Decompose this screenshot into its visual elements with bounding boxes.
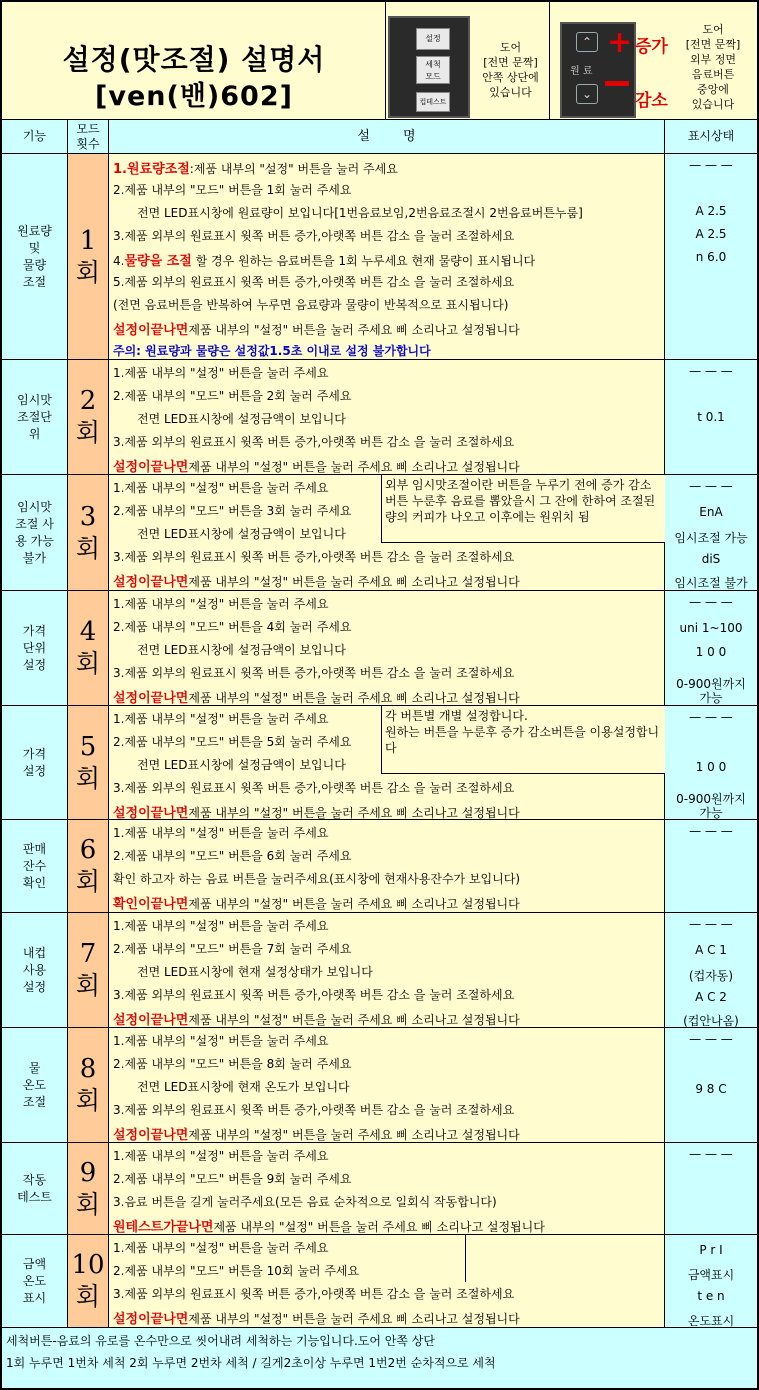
section-mode-4 (2, 591, 757, 706)
status-value: A 2.5 (695, 204, 727, 218)
column-header-mode-count (68, 120, 109, 153)
step-text: 제품 내부의 "설정" 버튼을 눌러 주세요 삐 소리나고 설정됩니다 (188, 575, 520, 589)
status-value: — — — (689, 479, 733, 493)
step-text: 제품 내부의 "설정" 버튼을 눌러 주세요 삐 소리나고 설정됩니다 (188, 897, 520, 911)
function-name: 가격 설정 (2, 706, 68, 819)
function-name: 내컵 사용 설정 (2, 913, 68, 1027)
mode-number: 2 (79, 386, 97, 416)
status-value: t e n (697, 1289, 725, 1303)
highlight-text: 설정이끝나면 (113, 1128, 189, 1143)
mode-number: 9 (79, 1157, 97, 1188)
step-line: 2.제품 내부의 "모드" 버튼을 1회 눌러 주세요 (113, 183, 352, 197)
display-status (665, 1028, 757, 1142)
mode-count (68, 706, 109, 819)
caption-line: 있습니다 (489, 86, 532, 99)
display-status (665, 154, 757, 359)
step-line: (전면 음료버튼을 반복하여 누루면 음료량과 물량이 반복적으로 표시됩니다) (113, 298, 509, 312)
caption-line: 외부 정면 (689, 53, 736, 66)
description (109, 1143, 665, 1234)
table-header (2, 120, 757, 154)
panel-ingredient-label: 원 료 (570, 66, 593, 77)
step-line (113, 456, 520, 475)
step-line (113, 250, 535, 269)
caption-line: 안쪽 상단에 (482, 71, 539, 84)
function-name: 원료량 및 물량 조절 (2, 154, 68, 359)
mode-count (68, 591, 109, 705)
step-line: 전면 LED표시창에 현재 설정상태가 보입니다 (137, 965, 373, 979)
section-mode-5 (2, 706, 757, 820)
column-header-description: 설 명 (109, 120, 665, 153)
mode-number: 5 (79, 731, 97, 762)
mode-unit: 회 (75, 1086, 101, 1115)
step-line: 3.제품 외부의 원료표시 윗쪽 버튼 증가,아랫쪽 버튼 감소 을 눌러 조절하세요 (113, 781, 515, 795)
mode-unit: 회 (75, 649, 101, 678)
display-status (665, 1143, 757, 1234)
function-name: 임시맛 조절 사 용 가능 불가 (2, 475, 68, 590)
highlight-text: 물량을 조절 (124, 254, 192, 269)
step-line: 3.제품 외부의 원료표시 윗쪽 버튼 증가,아랫쪽 버튼 감소 을 눌러 조절하세요 (113, 550, 515, 564)
step-line: 1.제품 내부의 "설정" 버튼을 눌러 주세요 (113, 1149, 329, 1163)
header (2, 2, 757, 120)
step-text: 할 경우 원하는 음료버튼을 1회 누루세요 현재 물량이 표시됩니다 (191, 254, 536, 268)
function-name: 가격 단위 설정 (2, 591, 68, 705)
note-box: 외부 임시맛조절이란 버튼을 누루기 전에 증가 감소 버튼 누룬후 음료를 뽑았을시 그 잔에 한하여 조절된 량의 커피가 나오고 이후에는 원위치 됨 (381, 475, 665, 543)
function-name: 작동 테스트 (2, 1143, 68, 1234)
mode-number: 6 (79, 835, 97, 865)
step-line: 2.제품 내부의 "모드" 버튼을 2회 눌러 주세요 (113, 389, 352, 403)
step-line: 전면 LED표시창에 설정금액이 보입니다 (137, 643, 346, 657)
highlight-text: 설정이끝나면 (113, 1013, 189, 1028)
status-value: 9 8 C (695, 1082, 727, 1096)
status-value: 금액표시 (687, 1268, 735, 1282)
step-line: 3.제품 외부의 원료표시 윗쪽 버튼 증가,아랫쪽 버튼 감소 을 눌러 조절하세요 (113, 229, 515, 243)
step-line (113, 1308, 520, 1327)
chevron-up-icon: ⌃ (576, 32, 598, 52)
status-value: A 2.5 (695, 227, 727, 241)
status-value: — — — (689, 824, 733, 838)
status-value: — — — (689, 1147, 733, 1161)
mode-unit: 회 (75, 1189, 101, 1219)
status-value: A C 1 (695, 943, 727, 957)
step-line: 2.제품 내부의 "모드" 버튼을 9회 눌러 주세요 (113, 1172, 352, 1186)
step-line: 3.제품 외부의 원료표시 윗쪽 버튼 증가,아랫쪽 버튼 감소 을 눌러 조절하세요 (113, 666, 515, 680)
step-line (113, 893, 520, 912)
step-line: 3.제품 외부의 원료표시 윗쪽 버튼 증가,아랫쪽 버튼 감소 을 눌러 조절하세요 (113, 1103, 515, 1117)
status-value: EnA (699, 505, 723, 519)
step-line (113, 571, 520, 590)
step-text: 제품 내부의 "설정" 버튼을 눌러 주세요 삐 소리나고 설정됩니다 (188, 1013, 520, 1027)
status-value: — — — (689, 595, 733, 609)
highlight-text: 설정이끝나면 (113, 1312, 189, 1327)
mode-count (68, 154, 109, 359)
mode-count (68, 1143, 109, 1234)
status-value: (컵자동) (688, 969, 734, 983)
section-mode-1 (2, 154, 757, 360)
section-mode-8 (2, 1028, 757, 1143)
external-panel-caption (674, 22, 752, 112)
mode-number: 3 (79, 501, 97, 532)
step-text: 제품 내부의 "설정" 버튼을 눌러 주세요 삐 소리나고 설정됩니다 (188, 1128, 520, 1142)
highlight-text: 확인이끝나면 (113, 897, 189, 912)
highlight-text: 설정이끝나면 (113, 460, 189, 475)
mode-unit: 회 (75, 418, 101, 447)
title-box (2, 2, 386, 120)
caption-line: 음료버튼 (691, 68, 735, 81)
step-text: 4. (113, 254, 125, 268)
description (109, 360, 665, 474)
step-line: 1.제품 내부의 "설정" 버튼을 눌러 주세요 (113, 1241, 329, 1255)
model-name: [ven(밴)602] (95, 81, 293, 112)
step-line: 1.제품 내부의 "설정" 버튼을 눌러 주세요 (113, 481, 329, 495)
step-line: 1.제품 내부의 "설정" 버튼을 눌러 주세요 (113, 826, 329, 840)
description (109, 706, 665, 819)
section-mode-2 (2, 360, 757, 475)
description (109, 154, 665, 359)
decrease-label: 감소 (635, 91, 668, 111)
highlight-text: 1.원료량조절 (113, 162, 190, 177)
page-title: 설정(맛조절) 설명서 (62, 43, 326, 76)
step-text: 제품 내부의 "설정" 버튼을 눌러 주세요 삐 소리나고 설정됩니다 (188, 460, 520, 474)
step-line (113, 1009, 520, 1028)
step-line: 1.제품 내부의 "설정" 버튼을 눌러 주세요 (113, 366, 329, 380)
highlight-text: 설정이끝나면 (113, 691, 189, 706)
internal-button-panel-image (388, 16, 470, 118)
warning-note: 주의: 원료량과 물량은 설정값1.5초 이내로 설정 불가합니다 (113, 344, 431, 358)
internal-panel-caption (472, 2, 550, 120)
step-line: 1.제품 내부의 "설정" 버튼을 눌러 주세요 (113, 919, 329, 933)
mode-number: 1 (79, 225, 97, 256)
mode-count (68, 1235, 109, 1327)
mode-unit: 회 (75, 763, 101, 793)
footer-line: 세척버튼-음료의 유로를 온수만으로 씻어내려 세척하는 기능입니다.도어 안쪽 상단 (6, 1334, 435, 1348)
status-value: 임시조절 가능 (674, 531, 748, 545)
step-line (113, 1124, 520, 1143)
function-name: 물 온도 조절 (2, 1028, 68, 1142)
step-line: 2.제품 내부의 "모드" 버튼을 5회 눌러 주세요 (113, 735, 352, 749)
footer-note (2, 1328, 757, 1388)
step-line: 1.제품 내부의 "설정" 버튼을 눌러 주세요 (113, 1034, 329, 1048)
section-mode-3 (2, 475, 757, 591)
status-value: — — — (689, 1032, 733, 1046)
step-line: 2.제품 내부의 "모드" 버튼을 10회 눌러 주세요 (113, 1264, 360, 1278)
increase-label: 증가 (635, 37, 668, 57)
highlight-text: 원테스트가끝나면 (113, 1220, 214, 1235)
status-value: — — — (689, 917, 733, 931)
status-value: — — — (689, 158, 733, 172)
mode-number: 8 (79, 1054, 97, 1084)
caption-line: 중앙에 (697, 83, 729, 96)
mode-count (68, 1028, 109, 1142)
step-text: 제품 내부의 "설정" 버튼을 눌러 주세요 삐 소리나고 설정됩니다 (188, 323, 520, 337)
status-value: (컵안나옴) (683, 1014, 739, 1028)
display-status (665, 1235, 757, 1327)
display-status (665, 591, 757, 705)
status-value: P r I (699, 1243, 723, 1257)
section-mode-6 (2, 820, 757, 913)
highlight-text: 설정이끝나면 (113, 806, 189, 821)
mode-unit: 회 (75, 533, 101, 563)
step-line: 3.제품 외부의 원료표시 윗쪽 버튼 증가,아랫쪽 버튼 감소 을 눌러 조절하세요 (113, 988, 515, 1002)
plus-icon: + (607, 25, 633, 60)
display-status (665, 913, 757, 1027)
step-line: 3.제품 외부의 원료표시 윗쪽 버튼 증가,아랫쪽 버튼 감소 을 눌러 조절하세요 (113, 1287, 515, 1301)
column-header-status: 표시상태 (687, 129, 735, 143)
step-line (113, 319, 520, 338)
step-line: 1.제품 내부의 "설정" 버튼을 눌러 주세요 (113, 597, 329, 611)
cell-divider (465, 1235, 466, 1282)
section-mode-7 (2, 913, 757, 1028)
note-box (381, 706, 665, 774)
section-mode-9 (2, 1143, 757, 1235)
status-value: diS (701, 552, 721, 566)
display-status (665, 475, 757, 590)
mode-number: 7 (79, 939, 97, 969)
step-line: 2.제품 내부의 "모드" 버튼을 7회 눌러 주세요 (113, 942, 352, 956)
mode-unit: 회 (75, 971, 101, 1000)
status-value: — — — (689, 710, 733, 724)
highlight-text: 설정이끝나면 (113, 323, 189, 338)
status-value: 임시조절 불가 (674, 576, 748, 590)
step-line: 3.제품 외부의 원료표시 윗쪽 버튼 증가,아랫쪽 버튼 감소 을 눌러 조절하세요 (113, 435, 515, 449)
status-value: t 0.1 (697, 410, 725, 424)
footer-line: 1회 누루면 1번차 세척 2회 누루면 2번차 세척 / 길게2초이상 누루면 1번2번 순차적으로 세척 (6, 1356, 496, 1370)
description (109, 591, 665, 705)
status-value: 가능 (699, 806, 723, 820)
mode-count (68, 475, 109, 590)
mode-count (68, 360, 109, 474)
caption-line: 도어 (499, 41, 522, 54)
column-header-mode-line: 횟수 (76, 137, 100, 151)
step-line: 2.제품 내부의 "모드" 버튼을 6회 눌러 주세요 (113, 849, 352, 863)
note-line: 원하는 버튼을 누룬후 증가 감소버튼을 이용설정합니다 (385, 725, 660, 755)
status-value: A C 2 (695, 990, 727, 1004)
step-line: 2.제품 내부의 "모드" 버튼을 3회 눌러 주세요 (113, 504, 352, 518)
step-text: 제품 내부의 "설정" 버튼을 눌러 주세요 삐 소리나고 설정됩니다 (188, 806, 520, 820)
status-value: — — — (689, 364, 733, 378)
step-line: 전면 LED표시창에 현재 온도가 보입니다 (137, 1080, 350, 1094)
step-text: 제품 내부의 "설정" 버튼을 눌러 주세요 삐 소리나고 설정됩니다 (213, 1220, 545, 1234)
function-name: 판매 잔수 확인 (2, 820, 68, 912)
description (109, 913, 665, 1027)
mode-number: 10 (71, 1250, 105, 1280)
step-line: 전면 LED표시창에 설정금액이 보입니다 (137, 758, 346, 772)
mode-number: 4 (79, 617, 97, 647)
chevron-down-icon: ⌄ (576, 84, 598, 104)
description (109, 820, 665, 912)
caption-line: [전면 문짝] (483, 56, 538, 69)
panel-set-button: 설정 (416, 28, 450, 50)
caption-line: 있습니다 (691, 98, 735, 111)
step-line (113, 802, 520, 821)
description (109, 1235, 665, 1327)
panel-wash-mode-button: 세척 모드 (416, 56, 450, 84)
status-value: 1 0 0 (695, 760, 727, 774)
column-header-function: 기능 (2, 120, 68, 153)
panel-cup-test-button: 컵테스트 (416, 92, 450, 112)
status-value: 0-900원까지 (676, 792, 746, 806)
step-line: 확인 하고자 하는 음료 버튼을 눌러주세요(표시창에 현재사용잔수가 보입니다) (113, 872, 521, 886)
step-text: 제품 내부의 "설정" 버튼을 눌러 주세요 삐 소리나고 설정됩니다 (188, 1312, 520, 1326)
step-text: :제품 내부의 "설정" 버튼을 눌러 주세요 (189, 162, 398, 176)
status-value: 온도표시 (687, 1314, 735, 1328)
caption-line: [전면 문짝] (685, 38, 741, 51)
mode-count (68, 820, 109, 912)
step-line: 5.제품 외부의 원료표시 윗쪽 버튼 증가,아랫쪽 버튼 감소 을 눌러 조절하세요 (113, 275, 515, 289)
step-line: 1.제품 내부의 "설정" 버튼을 눌러 주세요 (113, 712, 329, 726)
function-name: 임시맛 조절단 위 (2, 360, 68, 474)
mode-unit: 회 (75, 257, 101, 287)
display-status (665, 820, 757, 912)
step-line: 전면 LED표시창에 설정금액이 보입니다 (137, 412, 346, 426)
step-line: 2.제품 내부의 "모드" 버튼을 8회 눌러 주세요 (113, 1057, 352, 1071)
step-line: 전면 LED표시창에 원료량이 보입니다[1번음료보임,2번음료조절시 2번음료버튼누룸] (137, 206, 583, 220)
status-value: 1 0 0 (695, 645, 727, 659)
step-line (113, 1216, 545, 1235)
section-mode-10 (2, 1235, 757, 1328)
mode-unit: 회 (75, 867, 101, 896)
minus-icon (605, 81, 629, 86)
status-value: 가능 (699, 691, 723, 705)
display-status (665, 360, 757, 474)
step-line (113, 158, 398, 177)
mode-count (68, 913, 109, 1027)
status-value: n 6.0 (695, 250, 727, 264)
function-name: 금액 온도 표시 (2, 1235, 68, 1327)
status-value: uni 1~100 (679, 621, 743, 635)
column-header-mode-line: 모드 (76, 122, 100, 136)
description (109, 475, 665, 590)
step-text: 제품 내부의 "설정" 버튼을 눌러 주세요 삐 소리나고 설정됩니다 (188, 691, 520, 705)
status-value: 0-900원까지 (676, 677, 746, 691)
step-line: 2.제품 내부의 "모드" 버튼을 4회 눌러 주세요 (113, 620, 352, 634)
display-status (665, 706, 757, 819)
step-line (113, 687, 520, 706)
mode-unit: 회 (75, 1282, 101, 1311)
caption-line: 도어 (702, 23, 724, 36)
step-line: 3.음료 버튼을 길게 눌러주세요(모든 음료 순차적으로 일회식 작동합니다) (113, 1195, 497, 1209)
step-line: 전면 LED표시창에 설정금액이 보입니다 (137, 527, 346, 541)
description (109, 1028, 665, 1142)
note-line: 각 버튼별 개별 설정합니다. (385, 709, 528, 723)
highlight-text: 설정이끝나면 (113, 575, 189, 590)
